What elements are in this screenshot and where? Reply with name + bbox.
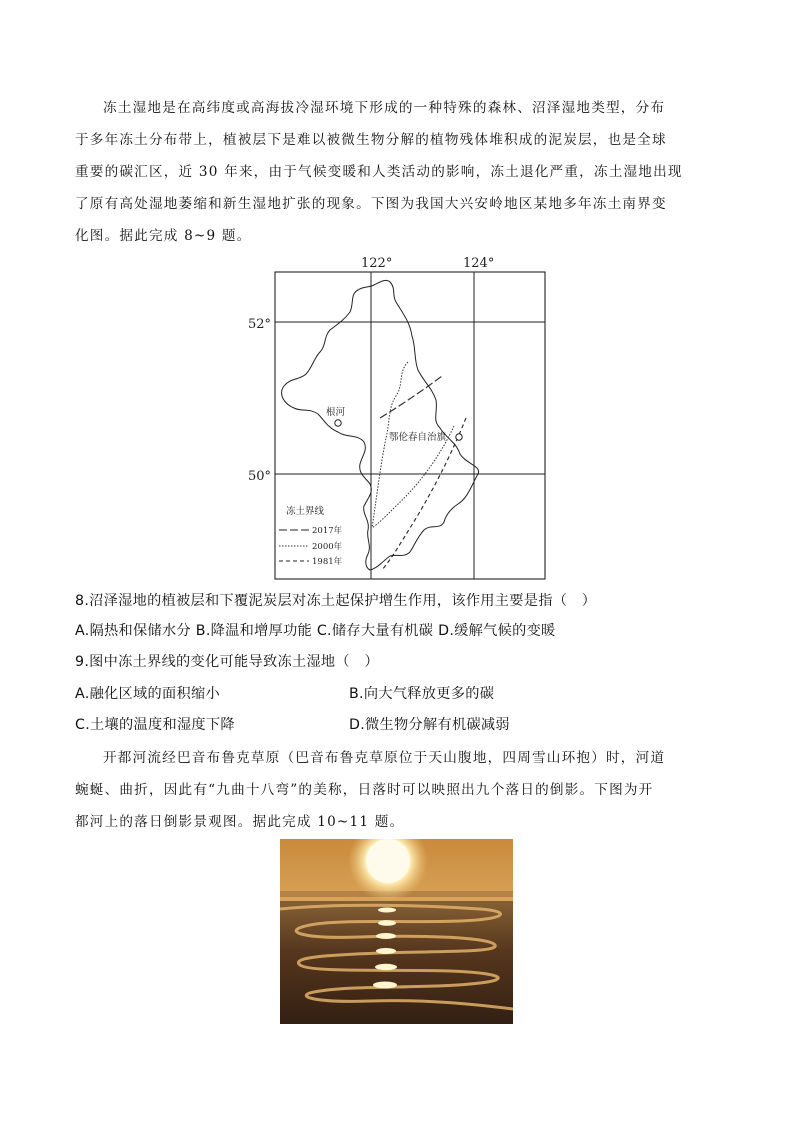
sun xyxy=(366,839,410,883)
elunchun-label: 鄂伦春自治旗 xyxy=(389,432,447,443)
passage-1-line-2: 于多年冻土分布带上，植被层下是难以被微生物分解的植物残体堆积成的泥炭层，也是全球 xyxy=(75,132,667,148)
passage-2 xyxy=(75,742,723,838)
passage-2-line-2: 蜿蜒、曲折，因此有“九曲十八弯”的美称，日落时可以映照出九个落日的倒影。下图为开 xyxy=(75,782,654,798)
elunchun-marker xyxy=(456,434,462,440)
legend-1981-label: 1981年 xyxy=(312,557,343,567)
permafrost-boundary-map xyxy=(246,252,548,582)
passage-2-line-1: 开都河流经巴音布鲁克草原（巴音布鲁克草原位于天山腹地，四周雪山环抱）时，河道 xyxy=(103,750,666,766)
legend-2000-label: 2000年 xyxy=(312,542,343,552)
question-9-option-b: B.向大气释放更多的碳 xyxy=(349,686,495,702)
question-8-stem: 8.沼泽湿地的植被层和下覆泥炭层对冻土起保护增生作用，该作用主要是指（ ） xyxy=(75,593,597,609)
question-9-option-a: A.融化区域的面积缩小 xyxy=(75,686,220,702)
legend-title: 冻土界线 xyxy=(286,506,325,517)
lat-label-50: 50° xyxy=(248,469,272,484)
passage-1 xyxy=(75,92,723,252)
passage-2-line-3: 都河上的落日倒影景观图。据此完成 10~11 题。 xyxy=(75,814,405,830)
passage-1-line-3: 重要的碳汇区，近 30 年来，由于气候变暖和人类活动的影响，冻土退化严重，冻土湿地出现 xyxy=(75,164,683,180)
question-9-option-d: D.微生物分解有机碳减弱 xyxy=(349,717,510,733)
genhe-label: 根河 xyxy=(326,407,346,418)
question-9-stem: 9.图中冻土界线的变化可能导致冻土湿地（ ） xyxy=(75,654,379,670)
sunset-reflection-photo xyxy=(280,839,513,1024)
passage-1-line-5: 化图。据此完成 8~9 题。 xyxy=(75,228,252,244)
lon-label-122: 122° xyxy=(361,256,393,271)
question-9-option-c: C.土壤的温度和湿度下降 xyxy=(75,717,235,733)
passage-1-line-1: 冻土湿地是在高纬度或高海拔冷湿环境下形成的一种特殊的森林、沼泽湿地类型，分布 xyxy=(103,100,666,116)
lon-label-124: 124° xyxy=(463,256,495,271)
legend-2017-label: 2017年 xyxy=(312,526,343,536)
passage-1-line-4: 了原有高处湿地萎缩和新生湿地扩张的现象。下图为我国大兴安岭地区某地多年冻土南界变 xyxy=(75,196,667,212)
question-8-options: A.隔热和保储水分 B.降温和增厚功能 C.储存大量有机碳 D.缓解气候的变暖 xyxy=(75,623,556,639)
lat-label-52: 52° xyxy=(248,317,272,332)
genhe-marker xyxy=(335,420,341,426)
